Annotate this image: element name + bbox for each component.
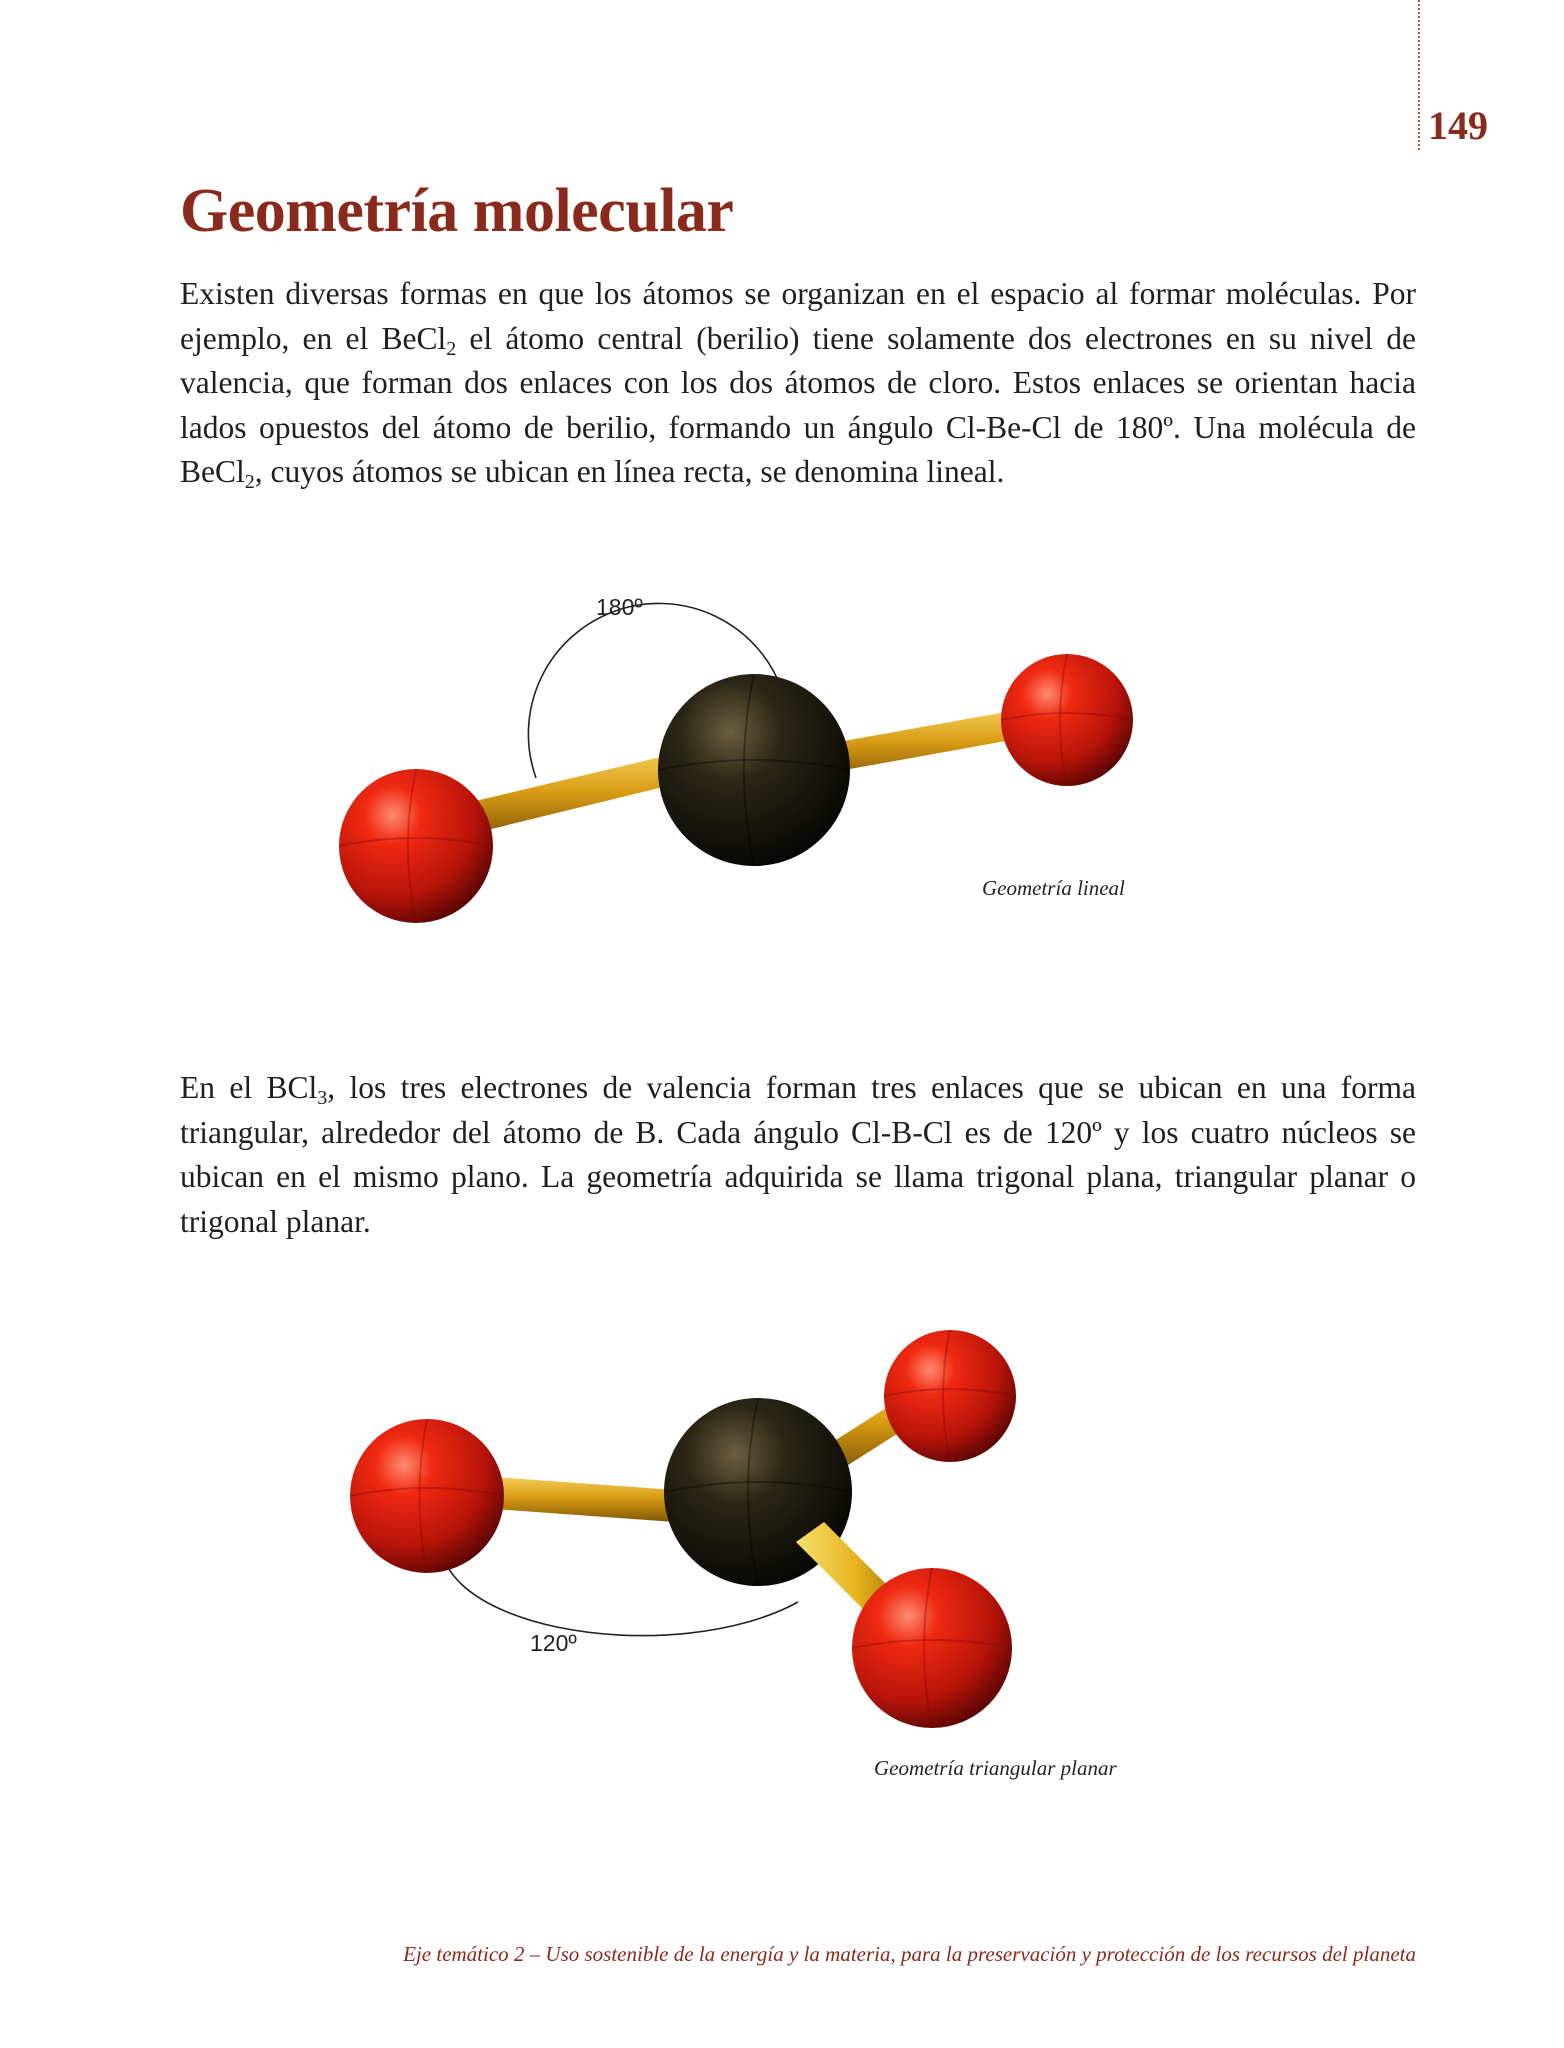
- angle-label-180: 180º: [596, 594, 643, 620]
- para2-subscript-1: 3: [317, 1087, 328, 1109]
- chlorine-atom-upper-right: [884, 1330, 1016, 1462]
- para1-subscript-2: 2: [244, 471, 255, 493]
- linear-molecule-illustration: [320, 578, 1160, 958]
- chlorine-atom-right: [1001, 654, 1133, 786]
- footer-running-title: Eje temático 2 – Uso sostenible de la energía y la materia, para la preservación y protección de los recursos del planeta: [403, 1942, 1416, 1966]
- chlorine-atom-left: [350, 1419, 504, 1573]
- angle-label-120: 120º: [530, 1630, 577, 1656]
- para2-text-1: En el BCl: [180, 1070, 318, 1105]
- para1-subscript-1: 2: [446, 337, 457, 360]
- para1-text-2: el átomo central (berilio) tiene solamente dos electrones en su nivel de valencia, que forman dos enlaces con los dos átomos de cloro. Estos enlaces se orientan hacia lados opuestos del átomo de berilio, formando un ángulo Cl-Be-Cl de 180º. Una molécula de BeCl: [180, 320, 1416, 489]
- paragraph-bcl3: [180, 1066, 1416, 1244]
- caption-trigonal-planar: Geometría triangular planar: [874, 1756, 1117, 1780]
- para1-text-3: , cuyos átomos se ubican en línea recta, se denomina lineal.: [254, 454, 1005, 489]
- para2-text-2: , los tres electrones de valencia forman tres enlaces que se ubican en una forma triangular, alrededor del átomo de B. Cada ángulo Cl-B-Cl es de 120º y los cuatro núcleos se ubican en el mismo plano. La geometría adquirida se llama trigonal plana, triangular planar o trigonal planar.: [180, 1070, 1416, 1239]
- page-title: Geometría molecular: [180, 177, 734, 245]
- para1-text-1: Existen diversas formas en que los átomos se organizan en el espacio al formar moléculas. Por ejemplo, en el BeCl: [180, 276, 1416, 356]
- beryllium-atom-center: [658, 674, 850, 866]
- page-number: 149: [1428, 103, 1488, 148]
- margin-dotted-line: [1418, 0, 1420, 150]
- chlorine-atom-lower-right: [852, 1568, 1012, 1728]
- trigonal-planar-molecule-illustration: [330, 1310, 1070, 1740]
- chlorine-atom-left: [339, 769, 493, 923]
- paragraph-becl2: [180, 272, 1416, 495]
- caption-linear: Geometría lineal: [982, 876, 1125, 900]
